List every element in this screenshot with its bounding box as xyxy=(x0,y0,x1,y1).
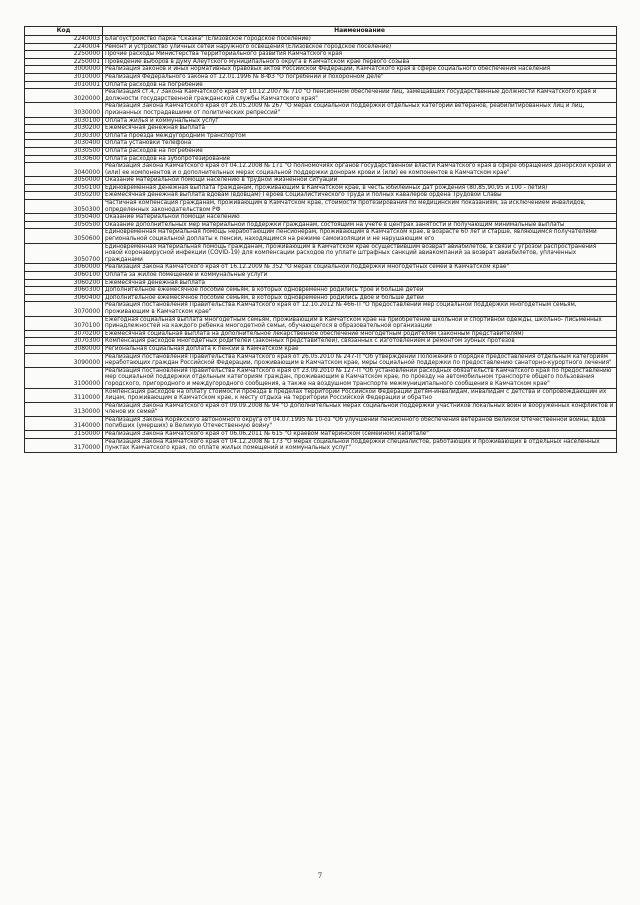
row-name: Дополнительное ежемесячное пособие семьям, в которых одновременно родились трое и больше детей xyxy=(103,287,617,295)
row-name: Реализация Закона Камчатского края от 26.05.2009 № 267 "О мерах социальной поддержки отдельных категорий ветеранов, реабилитированных лиц и лиц, признанных пострадавшими от политических репрессий" xyxy=(103,103,617,117)
row-name: Ежегодная социальная выплата многодетным семьям, проживающим в Камчатском крае на приобретение школьной и спортивной одежды, школьно- письменных принадлежностей на каждого ребенка многодетной семьи, обучающегося в образовательной организации xyxy=(103,316,617,330)
row-code: 3070200 xyxy=(25,330,103,338)
row-name: Оплата установки телефона xyxy=(103,140,617,148)
row-name: Оказание материальной помощи населению xyxy=(103,214,617,222)
column-header-code: Код xyxy=(25,27,103,36)
table-row xyxy=(25,294,617,302)
table-row xyxy=(25,229,617,243)
row-name: Оплата жилья и коммунальных услуг xyxy=(103,117,617,125)
table-row xyxy=(25,367,617,388)
row-name: Реализация постановления Правительства Камчатского края от 23.09.2010 № 127-П "Об установлении расходных обязательств Камчатского края по предоставлению мер социальной поддержки отдельным категориям граждан, проживающим в Камчатском крае, по проезду на автомобильном транспорте общего пользования городского, пригородного и междугородного сообщения, а также на воздушном транспорте межмуниципального сообщения в Камчатском крае" xyxy=(103,367,617,388)
table-row xyxy=(25,43,617,51)
row-name: Реализация ст.4,7 Закона Камчатского края от 10.12.2007 № 710 "О пенсионном обеспечении лиц, замещавших государственные должности Камчатского края и должности государственной гражданской службы Камчатского края" xyxy=(103,89,617,103)
row-code: 3060100 xyxy=(25,272,103,280)
row-name: Реализация Закона Камчатского края от 06.06.2011 № 615 "О краевом материнском (семейном) капитале" xyxy=(103,431,617,439)
table-row xyxy=(25,147,617,155)
row-code: 3150000 xyxy=(25,431,103,439)
row-name: Компенсация расходов многодетных родителей (законных представителей), связанных с изготовлением и ремонтом зубных протезов xyxy=(103,338,617,346)
table-row xyxy=(25,192,617,200)
row-code: 2240004 xyxy=(25,43,103,51)
row-code: 3030000 xyxy=(25,103,103,117)
row-code: 3010001 xyxy=(25,81,103,89)
row-code: 3070300 xyxy=(25,338,103,346)
row-name: Ремонт и устройство уличных сетей наружного освещения (Елизовское городское поселение) xyxy=(103,43,617,51)
row-name: Оплата расходов на погребение xyxy=(103,81,617,89)
table-row xyxy=(25,140,617,148)
row-name: Оплата проезда междугородним транспортом xyxy=(103,132,617,140)
table-row xyxy=(25,81,617,89)
row-name: Оплата за жилое помещение и коммунальные услуги xyxy=(103,272,617,280)
budget-classification-table xyxy=(24,26,617,453)
row-code: 3010000 xyxy=(25,73,103,81)
row-name: Частичная компенсация гражданам, проживающим в Камчатском крае, стоимости протезирования по медицинским показаниям, за исключением инвалидов, определенных законодательством РФ xyxy=(103,200,617,214)
row-name: Благоустройство парка "Сказка" (Елизовское городское поселение) xyxy=(103,36,617,44)
table-row xyxy=(25,264,617,272)
row-name: Оказание дополнительных мер материальной поддержки гражданам, состоящим на учете в центрах занятости и получающим минимальные выплаты xyxy=(103,221,617,229)
table-row xyxy=(25,177,617,185)
row-name: Ежемесячная денежная выплата xyxy=(103,125,617,133)
row-code: 3030200 xyxy=(25,125,103,133)
row-code: 3060200 xyxy=(25,279,103,287)
table-row xyxy=(25,132,617,140)
row-name: Оказание материальной помощи населению в трудной жизненной ситуации xyxy=(103,177,617,185)
row-name: Единовременная материальная помощь гражданам, проживающим в Камчатском крае осуществившим возврат авиабилетов, в связи с угрозой распространения новой коронавирусной инфекции (COVID-19) для компенсации расходов по уплате штрафных санкций авиакомпаний за возврат авиабилетов, уплаченных гражданами xyxy=(103,243,617,264)
table-row xyxy=(25,345,617,353)
row-name: Реализация Федерального закона от 12.01.1996 № 8-ФЗ "О погребении и похоронном деле" xyxy=(103,73,617,81)
row-code: 3030400 xyxy=(25,140,103,148)
row-name: Ежемесячная социальная выплата на дополнительное лекарственное обеспечение многодетным родителям (законным представителям) xyxy=(103,330,617,338)
table-row xyxy=(25,287,617,295)
row-code: 3060000 xyxy=(25,264,103,272)
table-row xyxy=(25,58,617,66)
row-name: Оплата расходов на погребение xyxy=(103,147,617,155)
row-name: Ежемесячная денежная выплата xyxy=(103,279,617,287)
table-header-row xyxy=(25,27,617,36)
row-name: Реализация Закона Камчатского края от 09.09.2008 № 94 "О дополнительных мерах социальной поддержки участников локальных войн и вооруженных конфликтов и членов их семей" xyxy=(103,402,617,416)
row-name: Единовременная материальная помощь неработающим пенсионерам, проживающим в Камчатском крае, в возрасте 60 лет и старше, являющимся получателями региональной социальной доплаты к пенсии, находящимся на режиме самоизоляции и не нарушающим его xyxy=(103,229,617,243)
row-name: Реализация Закона Камчатского края от 04.12.2008 № 171 "О полномочиях органов государственной власти Камчатского края в сфере обращения донорской крови и (или) ее компонентов и о дополнительных мерах социальной поддержки донорам крови и (или) ее компонентов в Камчатском крае" xyxy=(103,163,617,177)
row-name: Реализация Закона Камчатского края от 16.12.2009 № 352 "О мерах социальной поддержки многодетных семей в Камчатском крае" xyxy=(103,264,617,272)
row-code: 3030500 xyxy=(25,147,103,155)
row-code: 3000000 xyxy=(25,66,103,74)
row-name: Реализация Закона Корякского автономного округа от 04.07.1995 № 10-оз "Об улучшении пенсионного обеспечения ветеранов Великой Отечественной войны, вдов погибших (умерших) в Великую Отечественную войну" xyxy=(103,416,617,430)
row-name: Прочие расходы Министерства территориального развития Камчатского края xyxy=(103,51,617,59)
row-code: 3110000 xyxy=(25,388,103,402)
row-code: 3050700 xyxy=(25,243,103,264)
row-code: 3050000 xyxy=(25,177,103,185)
table-row xyxy=(25,302,617,316)
row-name: Реализация Закона Камчатского края от 04.12.2008 № 173 "О мерах социальной поддержки специалистов, работающих и проживающих в отдельных населенных пунктах Камчатского края, по оплате жилых помещений и коммунальных услуг" xyxy=(103,438,617,452)
table-row xyxy=(25,163,617,177)
table-row xyxy=(25,117,617,125)
row-name: Дополнительное ежемесячное пособие семьям, в которых одновременно родились двое и больше детей xyxy=(103,294,617,302)
row-code: 3030100 xyxy=(25,117,103,125)
column-header-name: Наименование xyxy=(103,27,617,36)
table-row xyxy=(25,272,617,280)
table-row xyxy=(25,66,617,74)
table-row xyxy=(25,353,617,367)
table-row xyxy=(25,243,617,264)
table-row xyxy=(25,416,617,430)
row-code: 3090000 xyxy=(25,353,103,367)
row-name: Реализация постановления Правительства Камчатского края от 12.10.2012 № 466-П "О предоставлении мер социальной поддержки многодетным семьям, проживающим в Камчатском крае" xyxy=(103,302,617,316)
row-code: 3140000 xyxy=(25,416,103,430)
table-row xyxy=(25,338,617,346)
table-row xyxy=(25,51,617,59)
row-name: Оплата расходов на зубопротезирование xyxy=(103,155,617,163)
table-row xyxy=(25,402,617,416)
row-code: 3070000 xyxy=(25,302,103,316)
table-row xyxy=(25,184,617,192)
table-row xyxy=(25,73,617,81)
row-code: 3060400 xyxy=(25,294,103,302)
row-code: 3030300 xyxy=(25,132,103,140)
row-code: 3060300 xyxy=(25,287,103,295)
row-code: 3050400 xyxy=(25,214,103,222)
row-code: 3050500 xyxy=(25,221,103,229)
table-row xyxy=(25,200,617,214)
row-code: 3050100 xyxy=(25,184,103,192)
table-row xyxy=(25,214,617,222)
table-row xyxy=(25,221,617,229)
row-name: Региональная социальная доплата к пенсии в Камчатском крае xyxy=(103,345,617,353)
row-code: 3170000 xyxy=(25,438,103,452)
table-row xyxy=(25,155,617,163)
row-code: 3040000 xyxy=(25,163,103,177)
table-body xyxy=(25,36,617,453)
row-code: 2240003 xyxy=(25,36,103,44)
row-code: 3070100 xyxy=(25,316,103,330)
row-code: 2250001 xyxy=(25,58,103,66)
row-name: Компенсация расходов на оплату стоимости проезда в пределах территории Российской Федерации детям-инвалидам, инвалидам с детства и сопровождающим их лицам, проживающим в Камчатском крае, к месту отдыха на территории Российской Федерации и обратно xyxy=(103,388,617,402)
row-code: 3080000 xyxy=(25,345,103,353)
table-row xyxy=(25,89,617,103)
row-code: 3030600 xyxy=(25,155,103,163)
table-row xyxy=(25,316,617,330)
row-code: 3050600 xyxy=(25,229,103,243)
row-code: 2250000 xyxy=(25,51,103,59)
row-code: 3100000 xyxy=(25,367,103,388)
table-row xyxy=(25,103,617,117)
row-name: Единовременная денежная выплата гражданам, проживающим в Камчатском крае, в честь юбилейных дат рождения (80,85,90,95 и 100 - летия) xyxy=(103,184,617,192)
row-name: Реализация постановления Правительства Камчатского края от 26.05.2010 № 247-П "Об утверждении Положения о порядке предоставления отдельным категориям неработающих граждан Российской Федерации, проживающим в Камчатском крае, меры социальной поддержки по предоставлению санаторно-курортного лечения" xyxy=(103,353,617,367)
table-row xyxy=(25,388,617,402)
table-row xyxy=(25,125,617,133)
row-name: Реализация законов и иных нормативных правовых актов Российской Федерации, Камчатского края в сфере социального обеспечения населения xyxy=(103,66,617,74)
row-name: Проведение выборов в Думу Алеутского муниципального округа в Камчатском крае первого созыва xyxy=(103,58,617,66)
page-number: 7 xyxy=(317,872,323,880)
table-row xyxy=(25,279,617,287)
row-code: 3050200 xyxy=(25,192,103,200)
table-row xyxy=(25,431,617,439)
table-row xyxy=(25,330,617,338)
row-name: Ежемесячная денежная выплата вдовам (вдовцам) Героев Социалистического Труда и полных кавалеров ордена Трудовой Славы xyxy=(103,192,617,200)
row-code: 3130000 xyxy=(25,402,103,416)
table-row xyxy=(25,36,617,44)
row-code: 3050300 xyxy=(25,200,103,214)
row-code: 3020000 xyxy=(25,89,103,103)
table-row xyxy=(25,438,617,452)
